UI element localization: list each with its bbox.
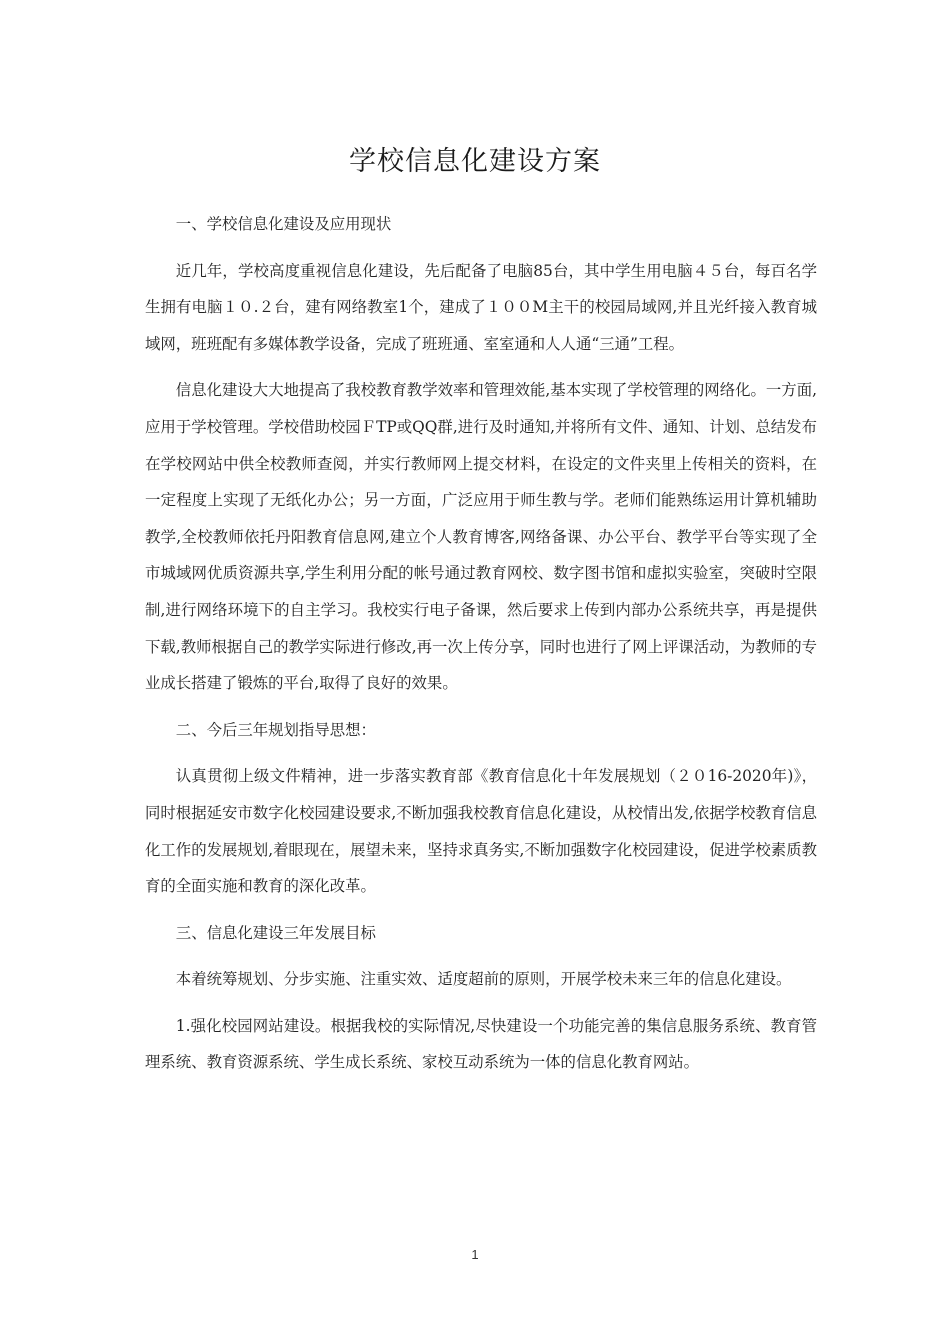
paragraph-gap bbox=[145, 998, 817, 1008]
paragraph-gap bbox=[145, 748, 817, 758]
paragraph-gap bbox=[145, 243, 817, 253]
paragraph-gap bbox=[145, 951, 817, 961]
page-number: 1 bbox=[471, 1247, 479, 1262]
paragraph-gap bbox=[145, 362, 817, 372]
section-heading-2: 二、今后三年规划指导思想： bbox=[175, 720, 376, 739]
document-body bbox=[145, 206, 817, 1081]
paragraph-2: 信息化建设大大地提高了我校教育教学效率和管理效能,基本实现了学校管理的网络化。一方面,应用于学校管理。学校借助校园ＦTP或QQ群,进行及时通知,并将所有文件、通知、计划、总结发布在学校网站中供全校教师查阅，并实行教师网上提交材料，在设定的文件夹里上传相关的资料，在一定程度上实现了无纸化办公；另一方面，广泛应用于师生教与学。老师们能熟练运用计算机辅助教学,全校教师依托丹阳教育信息网,建立个人教育博客,网络备课、办公平台、教学平台等实现了全市城域网优质资源共享,学生利用分配的帐号通过教育网校、数字图书馆和虚拟实验室，突破时空限制,进行网络环境下的自主学习。我校实行电子备课，然后要求上传到内部办公系统共享，再是提供下载,教师根据自己的教学实际进行修改,再一次上传分享，同时也进行了网上评课活动，为教师的专业成长搭建了锻炼的平台,取得了良好的效果。 bbox=[145, 381, 817, 693]
paragraph-1: 近几年，学校高度重视信息化建设，先后配备了电脑85台，其中学生用电脑４５台，每百名学生拥有电脑１０.２台，建有网络教室1个，建成了１００M主干的校园局域网,并且光纤接入教育城域网，班班配有多媒体教学设备，完成了班班通、室室通和人人通“三通”工程。 bbox=[145, 261, 817, 353]
paragraph-gap bbox=[145, 702, 817, 712]
section-heading-3: 三、信息化建设三年发展目标 bbox=[175, 923, 376, 942]
paragraph-gap bbox=[145, 905, 817, 915]
section-heading-1: 一、学校信息化建设及应用现状 bbox=[175, 215, 392, 233]
paragraph-5: 1.强化校园网站建设。根据我校的实际情况,尽快建设一个功能完善的集信息服务系统、教育管理系统、教育资源系统、学生成长系统、家校互动系统为一体的信息化教育网站。 bbox=[145, 1016, 817, 1072]
paragraph-3: 认真贯彻上级文件精神，进一步落实教育部《教育信息化十年发展规划（２０16-2020年)》，同时根据延安市数字化校园建设要求,不断加强我校教育信息化建设，从校情出发,依据学校教育信息化工作的发展规划,着眼现在，展望未来，坚持求真务实,不断加强数字化校园建设，促进学校素质教育的全面实施和教育的深化改革。 bbox=[145, 767, 817, 896]
paragraph-4: 本着统筹规划、分步实施、注重实效、适度超前的原则，开展学校未来三年的信息化建设。 bbox=[175, 970, 792, 989]
document-title: 学校信息化建设方案 bbox=[349, 146, 601, 177]
